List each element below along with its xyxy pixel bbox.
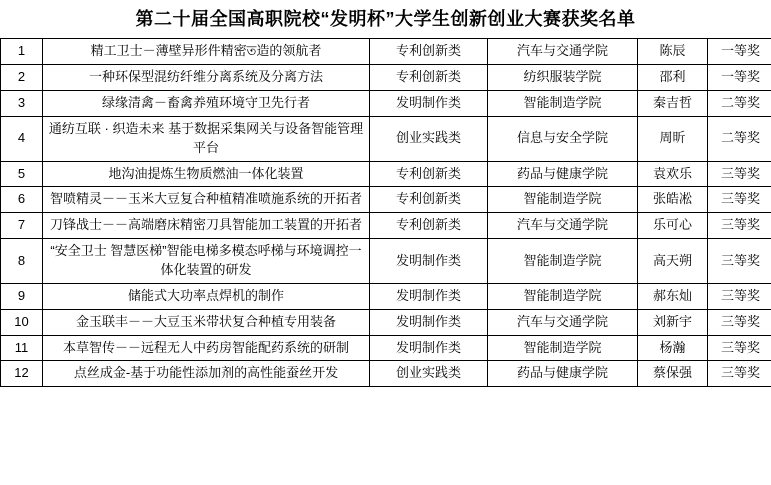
row-index: 12 <box>1 361 43 387</box>
row-college: 纺织服装学院 <box>488 65 638 91</box>
row-prize: 三等奖 <box>708 187 771 213</box>
row-prize: 三等奖 <box>708 361 771 387</box>
row-person-name: 邵利 <box>638 65 708 91</box>
row-category: 发明制作类 <box>370 309 488 335</box>
table-row <box>1 283 771 309</box>
row-prize: 一等奖 <box>708 39 771 65</box>
row-project-title: 地沟油提炼生物质燃油一体化装置 <box>43 161 370 187</box>
row-index: 5 <box>1 161 43 187</box>
award-list-table <box>0 38 771 387</box>
row-person-name: 周昕 <box>638 116 708 161</box>
row-project-title: “安全卫士 智慧医梯”智能电梯多模态呼梯与环境调控一体化装置的研发 <box>43 239 370 284</box>
row-index: 4 <box>1 116 43 161</box>
table-row <box>1 335 771 361</box>
row-category: 专利创新类 <box>370 213 488 239</box>
row-prize: 三等奖 <box>708 283 771 309</box>
row-index: 7 <box>1 213 43 239</box>
table-row <box>1 309 771 335</box>
row-project-title: 储能式大功率点焊机的制作 <box>43 283 370 309</box>
row-college: 汽车与交通学院 <box>488 309 638 335</box>
row-category: 专利创新类 <box>370 39 488 65</box>
row-person-name: 杨瀚 <box>638 335 708 361</box>
row-category: 发明制作类 <box>370 91 488 117</box>
row-college: 汽车与交通学院 <box>488 39 638 65</box>
row-person-name: 郝东灿 <box>638 283 708 309</box>
row-project-title: 金玉联丰－－大豆玉米带状复合种植专用装备 <box>43 309 370 335</box>
row-project-title: 本草智传－－远程无人中药房智能配药系统的研制 <box>43 335 370 361</box>
row-college: 药品与健康学院 <box>488 361 638 387</box>
row-college: 信息与安全学院 <box>488 116 638 161</box>
row-project-title: 刀锋战士－－高端磨床精密刀具智能加工装置的开拓者 <box>43 213 370 239</box>
row-project-title: 一种环保型混纺纤维分离系统及分离方法 <box>43 65 370 91</box>
row-college: 智能制造学院 <box>488 239 638 284</box>
row-index: 1 <box>1 39 43 65</box>
row-college: 智能制造学院 <box>488 335 638 361</box>
row-person-name: 高天朔 <box>638 239 708 284</box>
row-index: 3 <box>1 91 43 117</box>
table-row <box>1 65 771 91</box>
row-category: 创业实践类 <box>370 361 488 387</box>
row-person-name: 蔡保强 <box>638 361 708 387</box>
row-college: 智能制造学院 <box>488 187 638 213</box>
row-prize: 三等奖 <box>708 213 771 239</box>
table-row <box>1 361 771 387</box>
row-project-title: 智喷精灵－－玉米大豆复合种植精准喷施系统的开拓者 <box>43 187 370 213</box>
row-category: 专利创新类 <box>370 65 488 91</box>
page-title: 第二十届全国高职院校“发明杯”大学生创新创业大赛获奖名单 <box>135 9 636 29</box>
row-prize: 三等奖 <box>708 161 771 187</box>
row-prize: 三等奖 <box>708 239 771 284</box>
row-index: 11 <box>1 335 43 361</box>
row-person-name: 秦吉哲 <box>638 91 708 117</box>
row-prize: 一等奖 <box>708 65 771 91</box>
table-row <box>1 116 771 161</box>
row-category: 专利创新类 <box>370 161 488 187</box>
row-college: 智能制造学院 <box>488 283 638 309</box>
row-prize: 二等奖 <box>708 91 771 117</box>
row-person-name: 陈辰 <box>638 39 708 65</box>
row-college: 智能制造学院 <box>488 91 638 117</box>
row-person-name: 刘新宇 <box>638 309 708 335</box>
row-college: 汽车与交通学院 <box>488 213 638 239</box>
row-category: 发明制作类 <box>370 335 488 361</box>
row-index: 10 <box>1 309 43 335</box>
row-prize: 三等奖 <box>708 335 771 361</box>
row-project-title: 通纺互联 · 织造未来 基于数据采集网关与设备智能管理平台 <box>43 116 370 161</box>
row-index: 2 <box>1 65 43 91</box>
row-category: 发明制作类 <box>370 283 488 309</box>
row-index: 6 <box>1 187 43 213</box>
row-prize: 二等奖 <box>708 116 771 161</box>
table-row <box>1 187 771 213</box>
row-category: 发明制作类 <box>370 239 488 284</box>
table-row <box>1 91 771 117</box>
row-person-name: 张皓凇 <box>638 187 708 213</box>
row-category: 创业实践类 <box>370 116 488 161</box>
table-row <box>1 39 771 65</box>
row-project-title: 点丝成金-基于功能性添加剂的高性能蚕丝开发 <box>43 361 370 387</box>
row-category: 专利创新类 <box>370 187 488 213</box>
row-college: 药品与健康学院 <box>488 161 638 187</box>
row-project-title: 绿缘清禽－畜禽养殖环境守卫先行者 <box>43 91 370 117</box>
row-person-name: 袁欢乐 <box>638 161 708 187</box>
row-index: 8 <box>1 239 43 284</box>
table-body <box>1 39 771 387</box>
row-project-title: 精工卫士－薄壁异形件精密ত造的领航者 <box>43 39 370 65</box>
table-row <box>1 213 771 239</box>
table-row <box>1 161 771 187</box>
row-person-name: 乐可心 <box>638 213 708 239</box>
row-index: 9 <box>1 283 43 309</box>
row-prize: 三等奖 <box>708 309 771 335</box>
table-row <box>1 239 771 284</box>
